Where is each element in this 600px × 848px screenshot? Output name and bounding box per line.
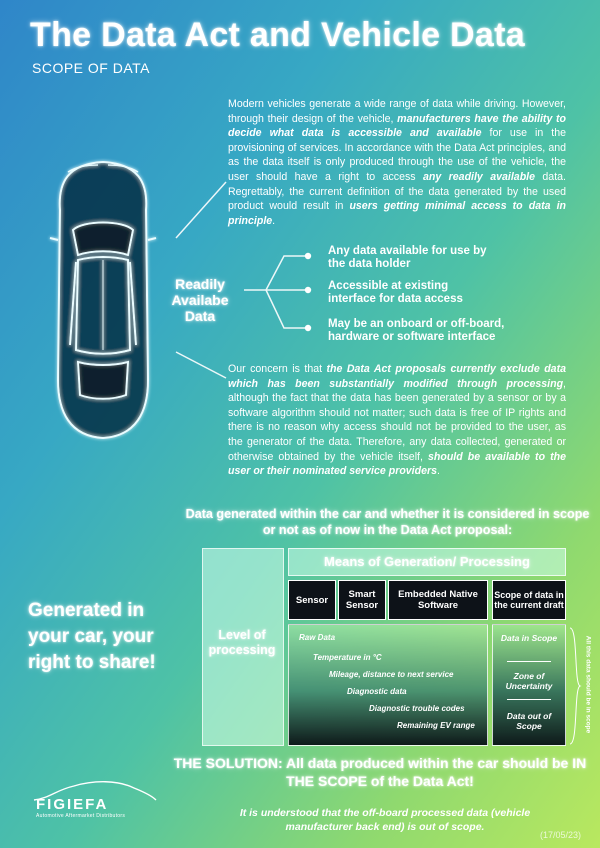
solution-statement: THE SOLUTION: All data produced within the car should be IN THE SCOPE of the Data Act! — [173, 755, 587, 789]
table-question: Data generated within the car and whether it is considered in scope or not as of now in the Data Act proposal: — [185, 507, 590, 537]
level-of-processing-label: Level of processing — [208, 628, 276, 657]
page-title: The Data Act and Vehicle Data — [30, 16, 525, 54]
data-item: Raw Data — [299, 633, 336, 642]
header-sensor: Sensor — [288, 580, 336, 620]
page-subtitle: SCOPE OF DATA — [32, 60, 150, 76]
feature-item: Any data available for use by the data holder — [328, 245, 487, 270]
data-items-panel — [288, 624, 488, 746]
car-illustration — [28, 150, 178, 450]
data-item: Diagnostic data — [347, 687, 407, 696]
scope-uncertain: Zone of Uncertainty — [505, 671, 553, 691]
bullet-dot — [305, 253, 311, 259]
bullet-dot — [305, 325, 311, 331]
logo-tagline: Automotive Aftermarket Distributors — [36, 813, 126, 819]
data-item: Diagnostic trouble codes — [369, 704, 465, 713]
data-item: Temperature in °C — [313, 653, 382, 662]
data-item: Mileage, distance to next service — [329, 670, 454, 679]
feature-item: May be an onboard or off-board, hardware or software interface — [328, 318, 505, 343]
bullet-dot — [305, 287, 311, 293]
footnote: It is understood that the off-board processed data (vehicle manufacturer back end) is out of scope. — [239, 807, 531, 833]
header-embedded-software: Embedded Native Software — [388, 580, 488, 620]
scope-panel — [492, 624, 566, 746]
feature-item: Accessible at existing interface for data access — [328, 280, 463, 305]
scope-in: Data in Scope — [500, 633, 558, 643]
header-scope: Scope of data in the current draft — [492, 580, 566, 620]
scope-divider — [507, 699, 551, 700]
side-note: All this data should be in scope — [584, 635, 592, 734]
concern-paragraph: Our concern is that the Data Act proposals currently exclude data which has been substantially modified through processing, although the fact that the data has been generated by a sensor or by a software algorithm should not matter; such data is free of IP rights and there is no reason why access should not be provided to the user, as the generator of the data. Therefore, any data collected, generated or otherwise obtained by the vehicle itself, should be available to the user or their nominated service providers. — [228, 363, 566, 478]
readily-available-label: Readily Availabe Data — [171, 276, 229, 324]
means-of-generation-header: Means of Generation/ Processing — [288, 548, 566, 576]
scope-out: Data out of Scope — [506, 711, 552, 731]
date-stamp: (17/05/23) — [540, 830, 582, 840]
header-smart-sensor: Smart Sensor — [338, 580, 386, 620]
scope-divider — [507, 661, 551, 662]
logo: FIGIEFA — [36, 796, 109, 813]
data-item: Remaining EV range — [397, 721, 475, 730]
slogan: Generated in your car, your right to share! — [28, 600, 156, 673]
intro-paragraph: Modern vehicles generate a wide range of data while driving. However, through their design of the vehicle, manufacturers have the ability to decide what data is accessible and available for use in the provisioning of services. In accordance with the Data Act principles, and as the data itself is only produced through the use of the vehicle, the user should have a right to access any readily available data. Regrettably, the current definition of the data generated by the used product would result in users getting minimal access to data in principle. — [228, 98, 567, 227]
